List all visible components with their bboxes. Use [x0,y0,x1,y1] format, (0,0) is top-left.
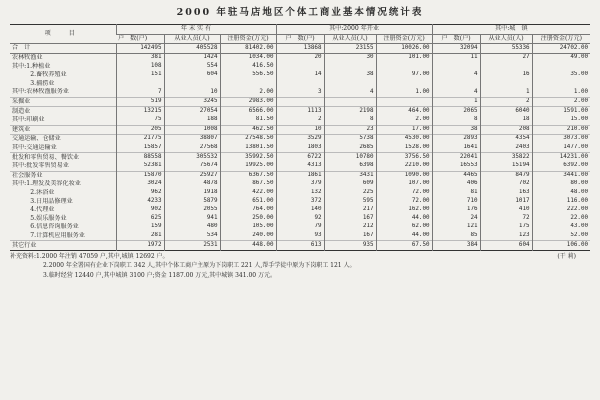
table-cell: 15870 [116,171,164,180]
header-employees: 从业人员(人) [324,34,376,44]
table-cell: 604 [480,241,532,251]
table-cell: 10 [276,125,324,135]
table-cell: 1477.00 [532,144,590,153]
table-cell: 3073.00 [532,135,590,144]
table-cell: 1861 [276,171,324,180]
table-cell: 49.00 [532,53,590,62]
table-cell: 2 [480,97,532,107]
table-cell: 2893 [432,135,480,144]
table-cell: 3756.50 [376,153,432,162]
table-cell: 448.00 [220,241,276,251]
table-cell: 97.00 [376,71,432,80]
table-cell: 222.00 [532,206,590,215]
row-label: 其它行业 [10,241,116,251]
table-cell: 44.00 [376,232,432,241]
table-cell: 1017 [480,197,532,206]
table-cell [376,80,432,89]
table-cell: 902 [116,206,164,215]
table-cell: 4 [432,71,480,80]
table-cell: 27548.50 [220,135,276,144]
table-cell: 19925.00 [220,162,276,171]
table-cell [480,62,532,71]
table-cell: 1034.00 [220,53,276,62]
table-cell: 4313 [276,162,324,171]
table-cell: 72.00 [376,189,432,198]
row-label: 社会服务业 [10,171,116,180]
table-cell: 4530.00 [376,135,432,144]
row-label: 其中:1.理发及美容化妆业 [12,180,81,188]
table-cell: 92 [276,214,324,223]
table-cell: 2.00 [220,88,276,97]
table-cell: 3245 [164,97,220,107]
table-cell: 107.00 [376,180,432,189]
row-label: 2.畜牧养殖业 [12,71,67,79]
table-cell: 2055 [164,206,220,215]
table-cell [220,80,276,89]
table-cell: 2 [276,116,324,125]
table-cell: 1591.00 [532,107,590,116]
table-cell [376,97,432,107]
table-cell [376,62,432,71]
row-label: 交通运输、仓储业 [10,135,116,144]
table-cell: 159 [116,223,164,232]
row-label: 农林牧渔业 [10,53,116,62]
table-cell: 3431 [324,171,376,180]
table-cell: 556.50 [220,71,276,80]
table-cell: 2403 [480,144,532,153]
table-cell: 6398 [324,162,376,171]
table-cell: 462.50 [220,125,276,135]
table-cell: 22.00 [532,214,590,223]
table-cell: 1424 [164,53,220,62]
table-cell: 554 [164,62,220,71]
table-cell [324,80,376,89]
table-cell: 5879 [164,197,220,206]
table-cell: 16553 [432,162,480,171]
table-cell: 79 [276,223,324,232]
table-cell: 88558 [116,153,164,162]
table-cell [276,80,324,89]
footnote-label: 补充资料: [10,252,37,260]
table-cell [276,97,324,107]
table-cell: 93 [276,232,324,241]
table-cell: 55336 [480,44,532,54]
footnotes [10,252,590,281]
table-cell: 27 [480,53,532,62]
table-cell: 163 [480,189,532,198]
table-cell: 2685 [324,144,376,153]
table-cell: 27054 [164,107,220,116]
table-cell: 6722 [276,153,324,162]
row-label: 制造业 [10,107,116,116]
table-cell: 416.50 [220,62,276,71]
row-label: 采掘业 [10,97,116,107]
table-cell: 116.00 [532,197,590,206]
table-cell: 604 [164,71,220,80]
table-cell: 372 [276,197,324,206]
table-cell: 609 [324,180,376,189]
table-cell: 6367.50 [220,171,276,180]
row-label: 合 计 [10,44,116,54]
row-label: 其中:印刷业 [12,116,45,124]
table-cell: 217 [324,206,376,215]
footnote-line-3: 3.临时经营 12440 户,其中城镇 3100 户;资金 1187.00 万元,其中城镇 341.00 万元。 [43,271,276,279]
table-cell: 2531 [164,241,220,251]
header-row-groups [10,25,590,35]
table-cell: 81.50 [220,116,276,125]
table-cell: 106.00 [532,241,590,251]
table-cell: 25927 [164,171,220,180]
table-cell: 72.00 [376,197,432,206]
table-cell: 1113 [276,107,324,116]
table-cell: 67.50 [376,241,432,251]
table-row [10,162,590,171]
author-note: (干 莉) [557,252,576,260]
table-cell: 3529 [276,135,324,144]
table-cell [432,62,480,71]
table-cell: 4233 [116,197,164,206]
table-cell: 38 [324,71,376,80]
table-cell: 10 [164,88,220,97]
header-group-new: 其中:2000 年开业 [276,25,432,35]
table-cell: 7 [116,88,164,97]
header-group-actual: 年 末 实 有 [116,25,276,35]
table-row [10,232,590,241]
table-cell: 8 [324,116,376,125]
table-cell: 1918 [164,189,220,198]
table-cell: 75 [116,116,164,125]
table-cell: 405528 [164,44,220,54]
table-cell: 105.00 [220,223,276,232]
table-cell: 121 [432,223,480,232]
row-label: 2.沐浴业 [12,188,55,196]
table-cell: 4878 [164,180,220,189]
table-cell: 15857 [116,144,164,153]
table-cell: 18 [480,116,532,125]
table-cell: 14 [276,71,324,80]
table-cell: 2983.00 [220,97,276,107]
table-cell [532,62,590,71]
table-cell: 8479 [480,171,532,180]
row-label: 批发和零售贸易、餐饮业 [10,153,116,162]
table-cell: 464.00 [376,107,432,116]
table-row [10,206,590,215]
table-body [10,44,590,251]
table-cell: 108 [116,62,164,71]
header-item: 项 目 [10,25,116,44]
table-cell: 5738 [324,135,376,144]
row-label: 6.信息咨询服务业 [12,223,79,231]
header-employees: 从业人员(人) [164,34,220,44]
table-cell: 81 [432,189,480,198]
table-cell: 2.00 [532,97,590,107]
table-cell: 15194 [480,162,532,171]
table-cell: 11 [432,53,480,62]
table-cell: 75674 [164,162,220,171]
table-cell: 17.00 [376,125,432,135]
table-cell: 15.00 [532,116,590,125]
table-title: 2000 年驻马店地区个体工商业基本情况统计表 [176,7,424,18]
table-cell: 21775 [116,135,164,144]
table-cell: 142495 [116,44,164,54]
table-cell: 10026.00 [376,44,432,54]
table-cell: 43.00 [532,223,590,232]
table-cell: 101.00 [376,53,432,62]
table-cell: 212 [324,223,376,232]
table-cell: 140 [276,206,324,215]
table-cell: 1008 [164,125,220,135]
table-cell: 3024 [116,180,164,189]
table-cell: 176 [432,206,480,215]
table-cell: 81402.00 [220,44,276,54]
header-households: 户 数(户) [432,34,480,44]
table-cell: 23155 [324,44,376,54]
footnote-line-1 [10,252,590,262]
table-cell: 8 [432,116,480,125]
table-row [10,171,590,180]
table-cell: 167 [324,214,376,223]
table-cell: 1 [480,88,532,97]
table-cell: 2198 [324,107,376,116]
table-cell: 162.00 [376,206,432,215]
table-cell [276,62,324,71]
table-cell: 379 [276,180,324,189]
row-label: 5.娱乐服务业 [12,214,67,222]
header-capital: 注册资金(万元) [220,34,276,44]
table-cell: 48.00 [532,189,590,198]
table-cell: 35.00 [532,71,590,80]
table-row [10,88,590,97]
table-cell: 24702.00 [532,44,590,54]
table-row [10,135,590,144]
table-cell: 1528.00 [376,144,432,153]
table-row [10,153,590,162]
row-label: 其中:1.种植业 [12,62,51,70]
table-cell: 1090.00 [376,171,432,180]
table-cell: 188 [164,116,220,125]
table-cell: 210.00 [532,125,590,135]
table-cell: 208 [480,125,532,135]
table-cell: 38807 [164,135,220,144]
table-row [10,116,590,125]
table-cell: 13215 [116,107,164,116]
table-cell: 381 [116,53,164,62]
table-cell: 764.00 [220,206,276,215]
table-cell: 30 [324,53,376,62]
row-label: 建筑业 [10,125,116,135]
table-cell [532,80,590,89]
footnote-line-2: 2.2000 年全署国有企业下岗职工 342 人,其中个体工商户主原为下岗职工 221 人,帮手学徒中原为下岗职工 121 人。 [43,262,356,270]
table-cell: 1 [432,97,480,107]
table-cell: 422.00 [220,189,276,198]
table-cell: 3 [276,88,324,97]
table-row [10,62,590,71]
table-row [10,107,590,116]
table-cell: 4 [432,88,480,97]
table-row [10,180,590,189]
table-cell: 710 [432,197,480,206]
table-row [10,144,590,153]
table-cell: 205 [116,125,164,135]
table-cell: 3441.00 [532,171,590,180]
table-cell: 4354 [480,135,532,144]
table-cell: 123 [480,232,532,241]
table-cell: 250.00 [220,214,276,223]
table-cell: 52381 [116,162,164,171]
table-row [10,189,590,198]
table-cell [480,80,532,89]
header-capital: 注册资金(万元) [532,34,590,44]
table-row [10,80,590,89]
row-label: 3.日用品修理业 [12,197,73,205]
table-cell: 62.00 [376,223,432,232]
table-cell: 4 [324,88,376,97]
table-cell: 941 [164,214,220,223]
row-label: 7.计算机应用服务业 [12,231,85,239]
table-row [10,241,590,251]
table-cell: 44.00 [376,214,432,223]
table-cell: 72 [480,214,532,223]
table-cell: 23 [324,125,376,135]
table-cell: 20 [276,53,324,62]
table-cell: 22041 [432,153,480,162]
table-cell: 2.00 [376,116,432,125]
table-cell: 16 [480,71,532,80]
row-label: 其中:批发零售贸易业 [12,162,69,170]
table-cell: 52.00 [532,232,590,241]
table-cell: 613 [276,241,324,251]
table-cell: 625 [116,214,164,223]
table-cell: 14231.00 [532,153,590,162]
table-cell: 35992.50 [220,153,276,162]
table-cell: 595 [324,197,376,206]
table-cell: 80.00 [532,180,590,189]
header-capital: 注册资金(万元) [376,34,432,44]
table-cell: 1.00 [532,88,590,97]
table-cell: 167 [324,232,376,241]
table-cell: 1803 [276,144,324,153]
table-cell: 410 [480,206,532,215]
table-cell: 519 [116,97,164,107]
header-group-urban: 其中:城 镇 [432,25,590,35]
table-cell: 4465 [432,171,480,180]
table-cell: 13868 [276,44,324,54]
table-cell: 1.00 [376,88,432,97]
table-cell: 10780 [324,153,376,162]
table-row [10,125,590,135]
table-row [10,44,590,54]
header-households: 户 数(户) [276,34,324,44]
table-cell: 6566.00 [220,107,276,116]
table-cell: 2210.00 [376,162,432,171]
table-row [10,71,590,80]
footnote-text: 1.2000 年注销 47059 户,其中,城镇 12692 户。 [36,252,169,260]
table-cell: 13801.50 [220,144,276,153]
row-label: 其中:农林牧渔服务业 [12,88,69,96]
table-cell: 281 [116,232,164,241]
table-cell: 35822 [480,153,532,162]
header-employees: 从业人员(人) [480,34,532,44]
statistics-table [10,24,590,251]
table-row [10,53,590,62]
table-cell: 175 [480,223,532,232]
table-cell: 225 [324,189,376,198]
table-row [10,214,590,223]
table-cell: 32094 [432,44,480,54]
table-cell: 534 [164,232,220,241]
table-cell: 151 [116,71,164,80]
table-cell: 2065 [432,107,480,116]
table-row [10,223,590,232]
table-cell [324,97,376,107]
table-cell: 867.50 [220,180,276,189]
table-cell: 305532 [164,153,220,162]
table-cell [432,80,480,89]
row-label: 其中:交通运输业 [12,143,57,151]
table-cell: 38 [432,125,480,135]
table-cell: 1972 [116,241,164,251]
table-cell: 702 [480,180,532,189]
table-cell: 935 [324,241,376,251]
table-row [10,197,590,206]
table-cell: 406 [432,180,480,189]
table-cell: 132 [276,189,324,198]
table-row [10,97,590,107]
table-cell [164,80,220,89]
table-cell: 1641 [432,144,480,153]
table-cell: 480 [164,223,220,232]
table-cell: 24 [432,214,480,223]
table-cell: 27568 [164,144,220,153]
table-cell [116,80,164,89]
header-households: 户 数(户) [116,34,164,44]
table-cell: 962 [116,189,164,198]
row-label: 4.代理业 [12,206,55,214]
row-label: 3.捕捞业 [12,79,55,87]
table-cell: 384 [432,241,480,251]
table-cell: 85 [432,232,480,241]
table-cell: 651.00 [220,197,276,206]
table-cell: 6040 [480,107,532,116]
table-cell [324,62,376,71]
table-cell: 240.00 [220,232,276,241]
table-cell: 6392.00 [532,162,590,171]
